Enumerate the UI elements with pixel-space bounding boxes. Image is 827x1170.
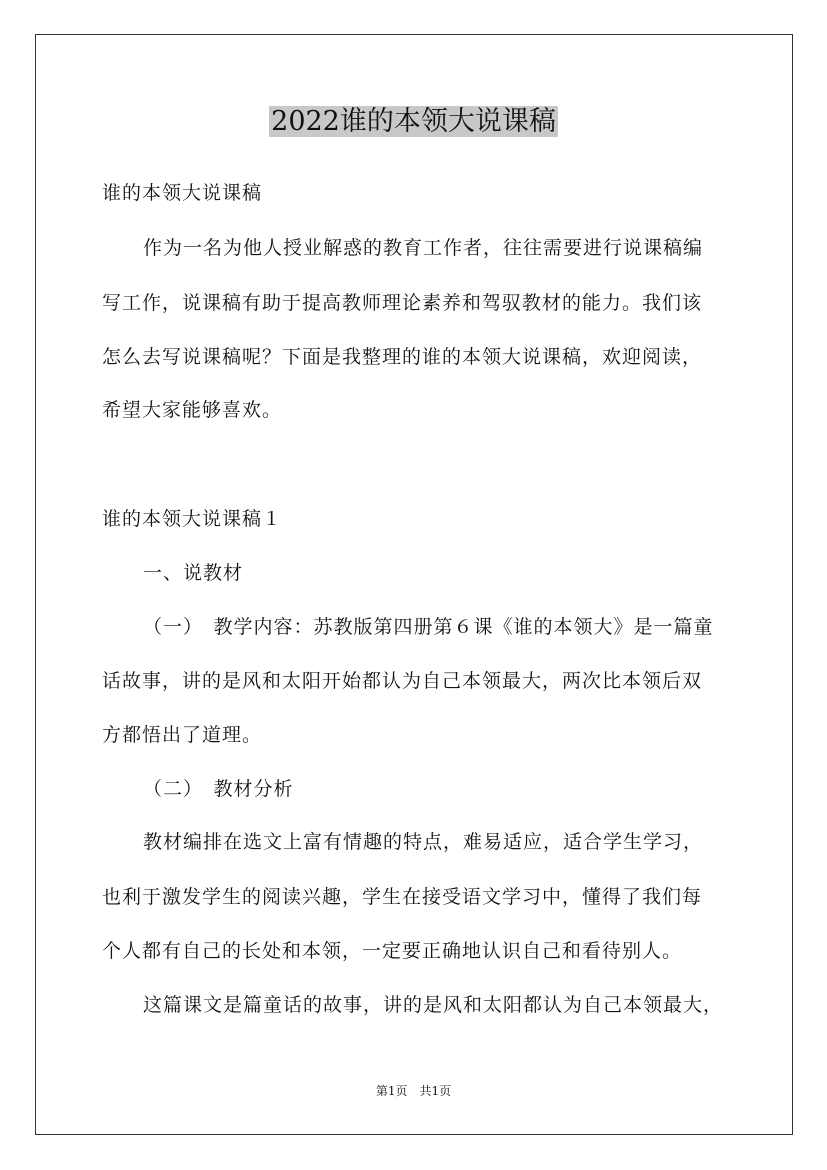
paragraph-line: 怎么去写说课稿呢？下面是我整理的谁的本领大说课稿，欢迎阅读， <box>102 346 703 368</box>
subsection-heading: 一、说教材 <box>143 562 244 584</box>
paragraph-line: （一） 教学内容：苏教版第四册第６课《谁的本领大》是一篇童 <box>143 616 714 638</box>
paragraph-line: 话故事，讲的是风和太阳开始都认为自己本领最大，两次比本领后双 <box>102 670 703 692</box>
page-footer: 第1页 共1页 <box>375 1084 452 1098</box>
paragraph-line: 这篇课文是篇童话的故事，讲的是风和太阳都认为自己本领最大， <box>143 994 724 1016</box>
document-title <box>0 102 827 142</box>
paragraph-line: 方都悟出了道理。 <box>102 724 263 746</box>
paragraph-line: 写工作，说课稿有助于提高教师理论素养和驾驭教材的能力。我们该 <box>102 292 703 314</box>
section-heading: 谁的本领大说课稿１ <box>102 508 283 530</box>
paragraph-line: 教材编排在选文上富有情趣的特点，难易适应，适合学生学习， <box>143 831 704 853</box>
subtitle-line: 谁的本领大说课稿 <box>102 182 263 204</box>
paragraph-line: 也利于激发学生的阅读兴趣，学生在接受语文学习中，懂得了我们每 <box>102 886 703 908</box>
paragraph-line: 个人都有自己的长处和本领，一定要正确地认识自己和看待别人。 <box>102 940 683 962</box>
paragraph-line: 希望大家能够喜欢。 <box>102 399 283 421</box>
document-title-text: 2022谁的本领大说课稿 <box>271 106 556 137</box>
paragraph-line: 作为一名为他人授业解惑的教育工作者，往往需要进行说课稿编 <box>143 237 704 259</box>
subsection-heading: （二） 教材分析 <box>143 778 294 800</box>
